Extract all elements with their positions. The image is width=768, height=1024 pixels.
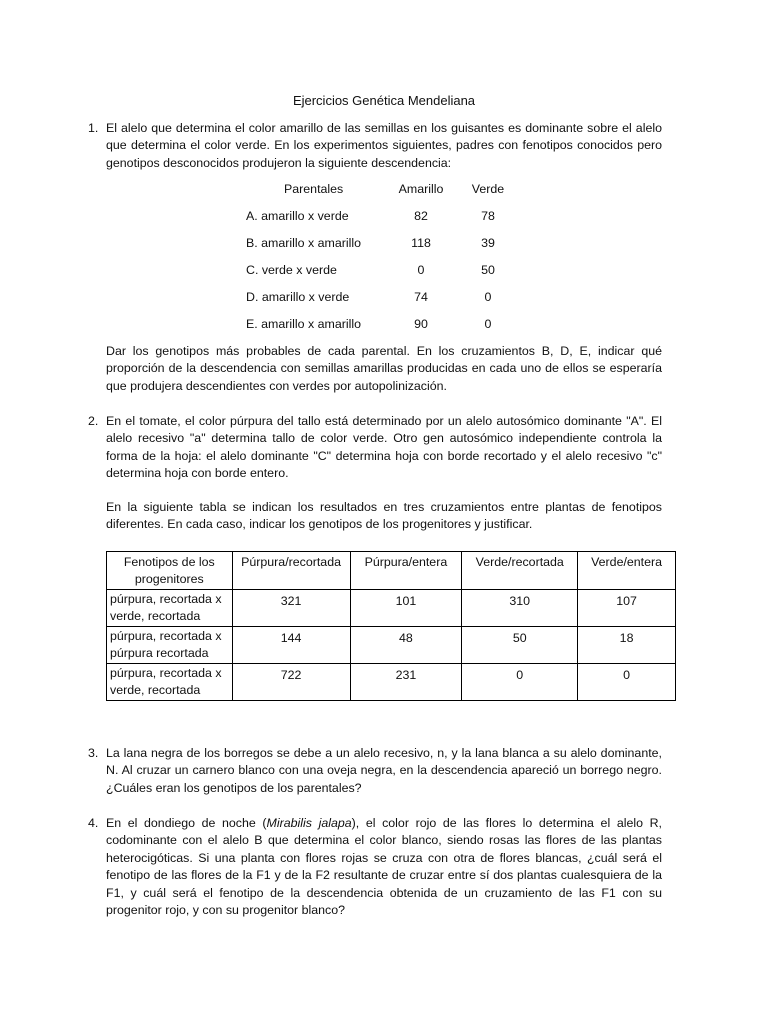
table-cell: 50 <box>462 627 578 664</box>
table-header-row <box>107 552 676 590</box>
table-cell: 107 <box>578 590 676 627</box>
question-4-text <box>106 815 662 919</box>
species-name: Mirabilis jalapa <box>266 816 352 830</box>
table-cell: C. verde x verde <box>246 263 337 277</box>
table-header: Púrpura/recortada <box>232 552 350 590</box>
table-cell: púrpura, recortada x verde, recortada <box>107 590 233 627</box>
table-cell: D. amarillo x verde <box>246 290 350 304</box>
table-cell: 321 <box>232 590 350 627</box>
table-header: Fenotipos de los progenitores <box>107 552 233 590</box>
parentales-table <box>246 181 546 341</box>
page-title: Ejercicios Genética Mendeliana <box>292 93 476 108</box>
question-4 <box>88 815 663 919</box>
table-cell: 39 <box>481 236 495 250</box>
table-cell: 144 <box>232 627 350 664</box>
table-cell: 722 <box>232 664 350 701</box>
question-4-text-start: En el dondiego de noche ( <box>106 816 267 830</box>
table-cell: A. amarillo x verde <box>246 209 349 223</box>
question-4-text-end: ), el color rojo de las flores lo determina el alelo R, codominante con el alelo B que determina el color blanco, siendo rosas las flores de las plantas heterocigóticas. Si una planta con flores rojas se cruza con otra de flores blancas, ¿cuál será el fenotipo de las flores de la F1 y de la F2 resultante de cruzar entre sí dos plantas cualesquiera de la F1, y cuál será el fenotipo de la descendencia obtenida de un cruzamiento de las F1 con su progenitor rojo, y con su progenitor blanco? <box>106 816 663 918</box>
crosses-table <box>106 551 676 701</box>
question-3-text: La lana negra de los borregos se debe a un alelo recesivo, n, y la lana blanca a su alelo dominante, N. Al cruzar un carnero blanco con una oveja negra, en la descendencia apareció un borrego negro. ¿Cuáles eran los genotipos de los parentales? <box>106 746 662 795</box>
table-cell: 310 <box>462 590 578 627</box>
question-2-intro: En el tomate, el color púrpura del tallo está determinado por un alelo autosómico dominante "A". El alelo recesivo "a" determina tallo de color verde. Otro gen autosómico independiente controla la forma de la hoja: el alelo dominante "C" determina hoja con borde recortado y el alelo recesivo "c" determina hoja con borde entero. <box>106 414 662 481</box>
table-cell: 0 <box>462 664 578 701</box>
table-cell: 0 <box>484 290 492 304</box>
question-number: 3. <box>88 746 99 760</box>
question-2 <box>88 413 662 483</box>
table-cell: E. amarillo x amarillo <box>246 317 361 331</box>
table-cell: púrpura, recortada x verde, recortada <box>107 664 233 701</box>
table-cell: 50 <box>481 263 495 277</box>
table-row <box>107 590 676 627</box>
table-cell: 90 <box>414 317 428 331</box>
table-cell: 74 <box>414 290 428 304</box>
table-cell: 0 <box>417 263 425 277</box>
table-row <box>107 664 676 701</box>
table-row <box>107 627 676 664</box>
table-cell: púrpura, recortada x púrpura recortada <box>107 627 233 664</box>
table-cell: 0 <box>578 664 676 701</box>
table-header: Verde <box>471 182 505 196</box>
question-number: 1. <box>88 121 99 135</box>
question-2-table-intro <box>106 499 662 534</box>
question-3 <box>88 745 662 797</box>
table-header: Verde/entera <box>578 552 676 590</box>
table-cell: 118 <box>411 236 431 250</box>
table-cell: 82 <box>414 209 428 223</box>
question-1-task <box>106 343 662 395</box>
table-header: Verde/recortada <box>462 552 578 590</box>
question-number: 4. <box>88 816 99 830</box>
table-header: Amarillo <box>398 182 444 196</box>
table-cell: B. amarillo x amarillo <box>246 236 361 250</box>
question-1-intro: El alelo que determina el color amarillo de las semillas en los guisantes es dominante sobre el alelo que determina el color verde. En los experimentos siguientes, padres con fenotipos conocidos pero genotipos desconocidos produjeron la siguiente descendencia: <box>106 121 662 170</box>
table-cell: 18 <box>578 627 676 664</box>
question-1-text: Dar los genotipos más probables de cada parental. En los cruzamientos B, D, E, indicar qué proporción de la descendencia con semillas amarillas producidas en cada uno de ellos se esperaría que produjera descendientes con verdes por autopolinización. <box>106 344 662 393</box>
table-cell: 48 <box>350 627 462 664</box>
table-header: Púrpura/entera <box>350 552 462 590</box>
table-cell: 231 <box>350 664 462 701</box>
question-1 <box>88 120 662 172</box>
question-number: 2. <box>88 414 99 428</box>
table-header: Parentales <box>284 182 344 196</box>
table-cell: 0 <box>484 317 492 331</box>
table-cell: 78 <box>481 209 495 223</box>
question-2-table-text: En la siguiente tabla se indican los resultados en tres cruzamientos entre plantas de fenotipos diferentes. En cada caso, indicar los genotipos de los progenitores y justificar. <box>106 500 662 532</box>
table-cell: 101 <box>350 590 462 627</box>
